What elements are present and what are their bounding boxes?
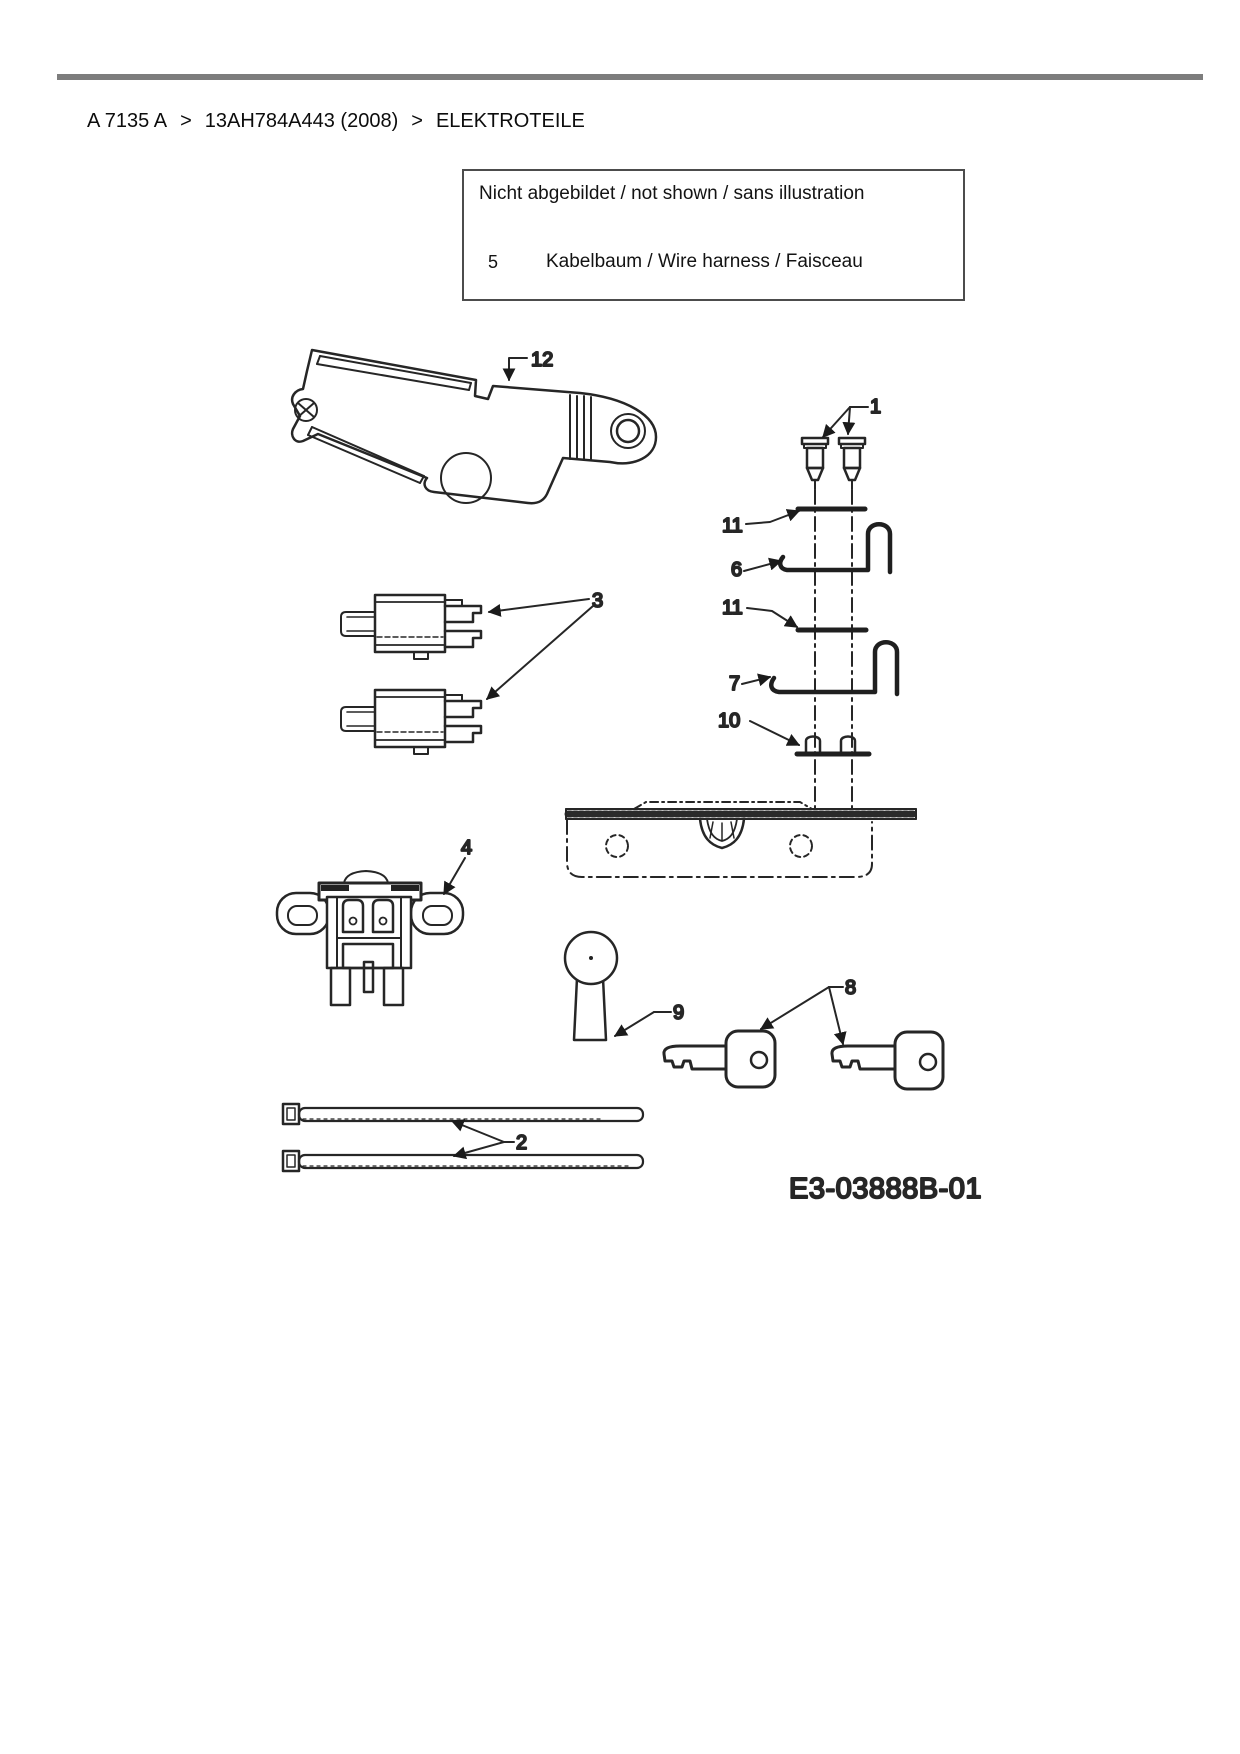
mounting-panel [566, 802, 916, 877]
part-key-left [664, 1031, 775, 1087]
callout-cable-ties [452, 1121, 527, 1156]
callout-washer-mid [722, 597, 797, 627]
callout-label-9: 9 [673, 1002, 685, 1024]
part-clip-plate [797, 737, 869, 755]
part-key-right [832, 1032, 943, 1089]
callout-bracket [509, 349, 553, 380]
callout-label-11b: 11 [722, 597, 743, 619]
not-shown-row-ref: 5 [488, 252, 499, 272]
callout-label-6: 6 [731, 559, 743, 581]
part-bracket [292, 350, 656, 503]
not-shown-row-desc: Kabelbaum / Wire harness / Faisceau [546, 251, 863, 272]
callout-solenoid [444, 837, 472, 894]
callout-label-3: 3 [592, 590, 604, 612]
breadcrumb-section: ELEKTROTEILE [435, 110, 585, 132]
callout-label-10: 10 [718, 710, 741, 732]
callout-knob [615, 1002, 684, 1036]
callout-washer-top [722, 511, 799, 537]
part-hook-lower [771, 642, 897, 694]
callout-bolts [823, 396, 881, 437]
part-solenoid [277, 871, 463, 1005]
callout-label-11a: 11 [722, 515, 743, 537]
callout-label-4: 4 [461, 837, 473, 859]
part-knob [565, 932, 617, 1040]
callout-connectors [487, 590, 603, 699]
callout-label-7: 7 [729, 673, 741, 695]
callout-label-2: 2 [516, 1132, 528, 1154]
callout-hook-upper [731, 559, 781, 581]
breadcrumb-separator: > [411, 110, 423, 132]
callout-label-12: 12 [531, 349, 554, 371]
breadcrumb-separator: > [180, 110, 192, 132]
callout-label-1: 1 [870, 396, 882, 418]
breadcrumb-serial[interactable]: 13AH784A443 (2008) [204, 110, 399, 132]
part-connector-lower [341, 690, 481, 754]
callout-clip-plate [718, 710, 799, 745]
part-connector-upper [341, 595, 481, 659]
part-cable-ties [283, 1104, 643, 1171]
callout-label-8: 8 [845, 977, 857, 999]
callout-hook-lower [729, 673, 770, 695]
part-hook-upper [780, 524, 890, 572]
drawing-number: E3-03888B-01 [789, 1173, 983, 1205]
callout-keys [761, 977, 856, 1044]
not-shown-header: Nicht abgebildet / not shown / sans illustration [479, 183, 865, 204]
breadcrumb-model[interactable]: A 7135 A [87, 110, 168, 132]
